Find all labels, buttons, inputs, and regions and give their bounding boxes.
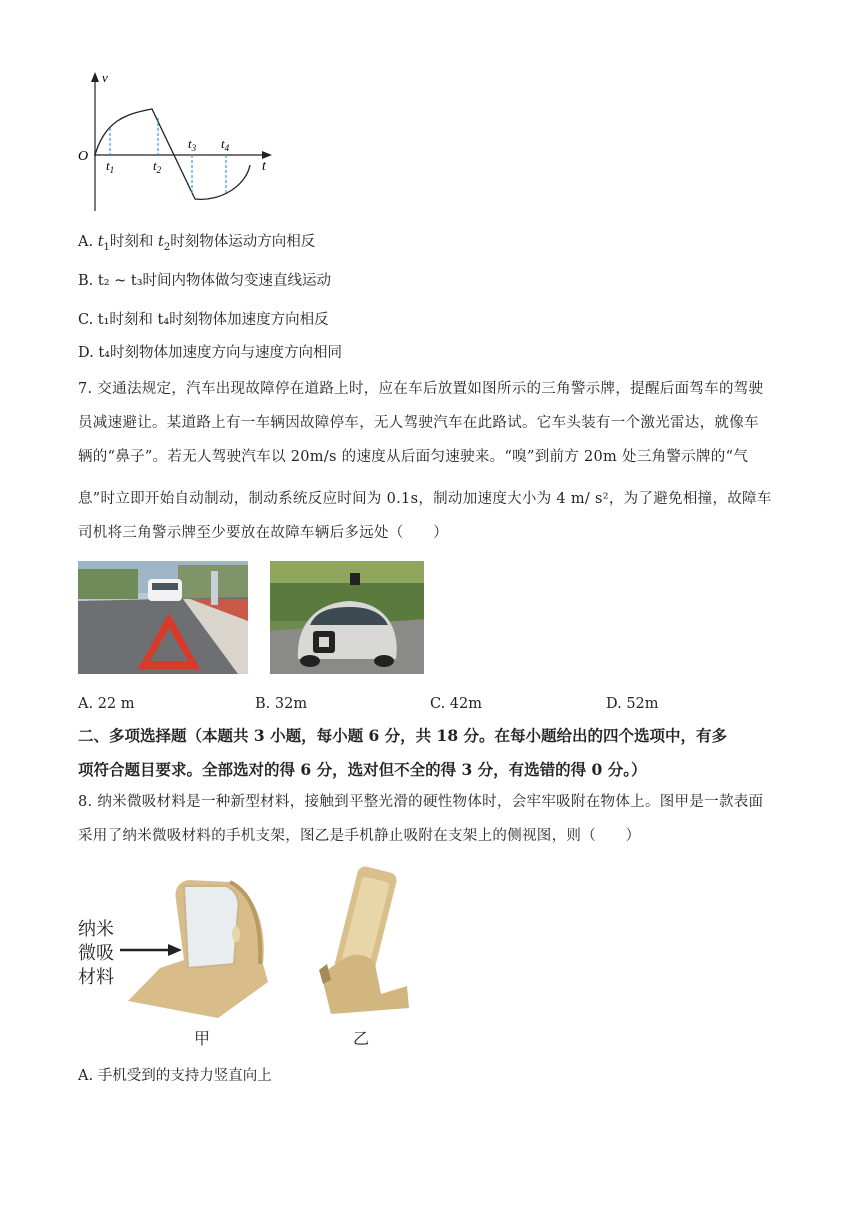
t3-label: $t_3$: [188, 136, 197, 153]
autonomous-car-photo: [270, 561, 424, 674]
section-2-heading-line-1: 二、多项选择题（本题共 3 小题，每小题 6 分，共 18 分。在每小题给出的四个选项中，有多: [78, 726, 728, 745]
t4-label: $t_4$: [221, 136, 230, 153]
warning-triangle-photo: [78, 561, 248, 674]
q7-line-2: 员减速避让。某道路上有一车辆因故障停车，无人驾驶汽车在此路试。它车头装有一个激光雷达，就像车: [78, 415, 759, 431]
q7-option-d: D. 52m: [606, 696, 659, 712]
q6-option-d: D. t₄时刻物体加速度方向与速度方向相同: [78, 345, 342, 361]
q6-option-a: A. $t_1$时刻和 $t_2$时刻物体运动方向相反: [78, 234, 316, 253]
nano-material-label: 纳米 微吸 材料: [78, 919, 114, 988]
origin-label: O: [78, 149, 89, 164]
q8-line-1: 8. 纳米微吸材料是一种新型材料，接触到平整光滑的硬性物体时，会牢牢吸附在物体上。图甲是一款表面: [78, 794, 764, 810]
t2-label: $t_2$: [153, 158, 162, 175]
q7-line-1: 7. 交通法规定，汽车出现故障停在道路上时，应在车后放置如图所示的三角警示牌，提醒后面驾车的驾驶: [78, 381, 764, 397]
q7-option-a: A. 22 m: [78, 696, 135, 712]
section-2-heading-line-2: 项符合题目要求。全部选对的得 6 分，选对但不全的得 3 分，有选错的得 0 分。）: [78, 760, 647, 779]
q7-option-b: B. 32m: [255, 696, 308, 712]
q8-option-a: A. 手机受到的支持力竖直向上: [78, 1068, 272, 1084]
q7-option-c: C. 42m: [430, 696, 482, 712]
v-label: v: [102, 70, 108, 85]
caption-jia: 甲: [194, 1029, 211, 1048]
q7-line-3: 辆的“鼻子”。若无人驾驶汽车以 20m/s 的速度从后面匀速驶来。“嗅”到前方 20m 处三角警示牌的“气: [78, 449, 749, 465]
q8-line-2: 采用了纳米微吸材料的手机支架，图乙是手机静止吸附在支架上的侧视图，则（ ）: [78, 828, 641, 844]
v-axis-arrow: [91, 72, 99, 82]
q7-line-4: 息”时立即开始自动制动，制动系统反应时间为 0.1s，制动加速度大小为 4 m/ s²，为了避免相撞，故障车: [78, 491, 772, 507]
phone-stand-figure-yi: [315, 862, 415, 1022]
caption-yi: 乙: [353, 1029, 370, 1048]
t-axis-arrow: [262, 151, 272, 159]
t-label: t: [262, 159, 266, 174]
q6-option-c: C. t₁时刻和 t₄时刻物体加速度方向相反: [78, 312, 329, 328]
velocity-time-graph: [70, 66, 285, 216]
velocity-curve: [95, 109, 250, 199]
arrow-icon: [120, 942, 182, 958]
t1-label: $t_1$: [106, 158, 115, 175]
q7-line-5: 司机将三角警示牌至少要放在故障车辆后多远处（ ）: [78, 525, 448, 541]
q6-option-b: B. t₂ ~ t₃时间内物体做匀变速直线运动: [78, 273, 332, 289]
